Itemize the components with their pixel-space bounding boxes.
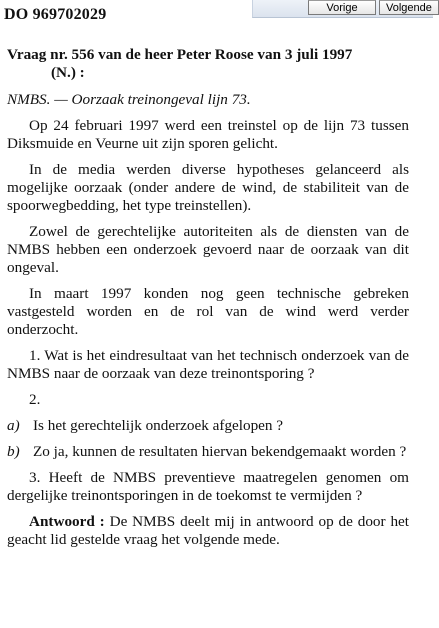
top-bar xyxy=(0,0,432,40)
question-heading-line2: (N.) : xyxy=(51,64,85,81)
question-2-number: 2. xyxy=(29,391,41,408)
previous-button[interactable]: Vorige xyxy=(308,0,376,15)
answer-paragraph xyxy=(7,513,409,549)
question-1: 1. Wat is het eindresultaat van het technisch onderzoek van de NMBS naar de oorzaak van deze treinontsporing ? xyxy=(7,347,409,382)
question-2a xyxy=(7,417,409,435)
question-2b-text: Zo ja, kunnen de resultaten hiervan bekendgemaakt worden ? xyxy=(33,443,407,460)
navigation-panel xyxy=(252,0,433,18)
question-heading xyxy=(7,46,409,82)
paragraph-4: In maart 1997 konden nog geen technische gebreken vastgesteld worden en de rol van de wind werd verder onderzocht. xyxy=(7,285,409,338)
question-2b xyxy=(7,443,409,461)
question-2a-text: Is het gerechtelijk onderzoek afgelopen ? xyxy=(33,417,284,434)
paragraph-2: In de media werden diverse hypotheses gelanceerd als mogelijke oorzaak (onder andere de wind, de stabiliteit van de spoorwegbedding, het type treinstellen). xyxy=(7,161,409,214)
question-2b-label: b) xyxy=(7,443,20,460)
question-3: 3. Heeft de NMBS preventieve maatregelen genomen om dergelijke treinontsporingen in de toekomst te vermijden ? xyxy=(7,469,409,504)
paragraph-3: Zowel de gerechtelijke autoriteiten als de diensten van de NMBS hebben een onderzoek gevoerd naar de oorzaak van dit ongeval. xyxy=(7,223,409,276)
document-body xyxy=(7,46,409,549)
document-id: DO 969702029 xyxy=(4,6,107,23)
paragraph-1: Op 24 februari 1997 werd een treinstel op de lijn 73 tussen Diksmuide en Veurne uit zijn sporen gelicht. xyxy=(7,117,409,152)
next-button[interactable]: Volgende xyxy=(379,0,439,15)
answer-text: De NMBS deelt mij in antwoord op de door het geacht lid gestelde vraag het volgende mede. xyxy=(7,513,410,548)
question-2a-label: a) xyxy=(7,417,20,434)
answer-label: Antwoord : xyxy=(29,513,105,530)
question-heading-line1: Vraag nr. 556 van de heer Peter Roose van 3 juli 1997 xyxy=(7,46,353,63)
question-subject: NMBS. — Oorzaak treinongeval lijn 73. xyxy=(7,91,251,108)
